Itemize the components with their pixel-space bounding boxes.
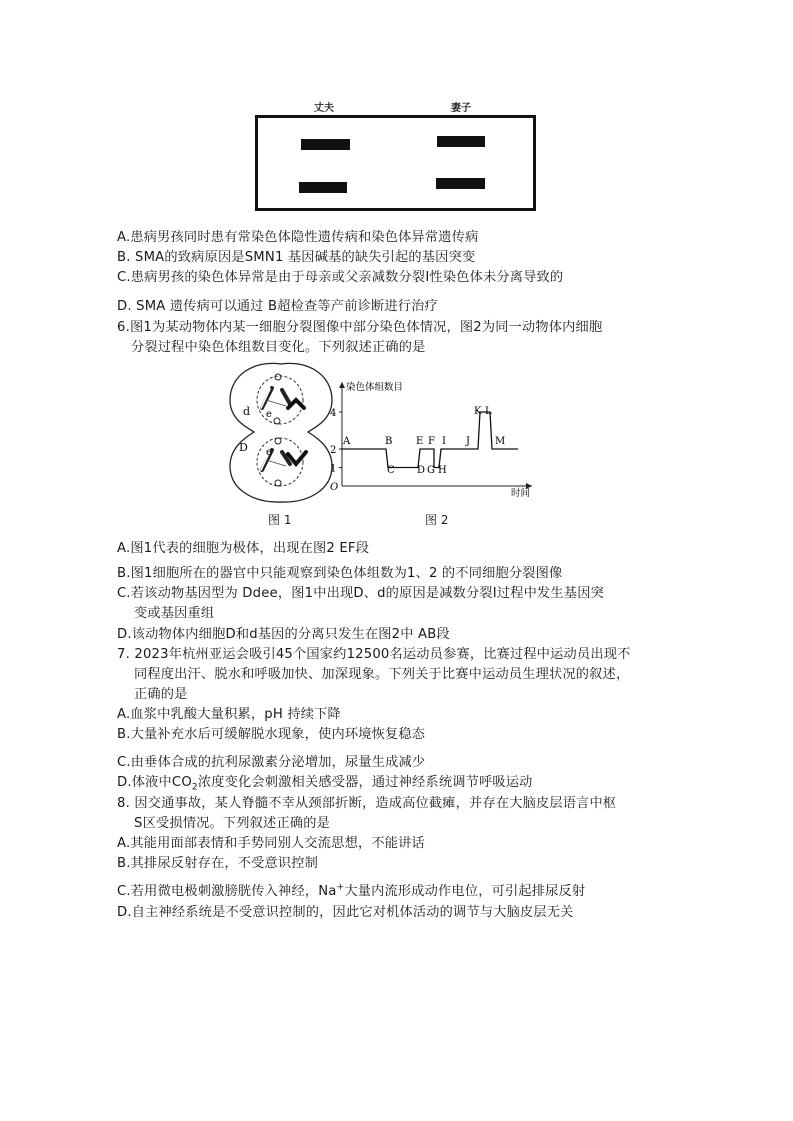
q5-option-b: B. SMA的致病原因是SMN1 基因碱基的缺失引起的基因突变 — [117, 250, 476, 265]
chart-segment-label: D — [417, 465, 426, 476]
q8-option-d: D.自主神经系统是不受意识控制的，因此它对机体活动的调节与大脑皮层无关 — [117, 905, 574, 920]
q5-option-d: D. SMA 遗传病可以通过 B超检查等产前诊断进行治疗 — [117, 299, 438, 314]
q7-stem-line3: 正确的是 — [134, 687, 188, 702]
figure-2-caption: 图 2 — [425, 513, 449, 527]
fig1-label-d: d — [243, 405, 251, 418]
q6-option-c-cont: 变或基因重组 — [134, 606, 215, 621]
fig1-label-e-top: e — [266, 409, 272, 420]
q8-option-c: C.若用微电极刺激膀胱传入神经，Na+大量内流形成动作电位，可引起排尿反射 — [117, 882, 586, 899]
chart-origin: O — [330, 482, 339, 493]
chart-segment-label: H — [438, 465, 447, 476]
gel-frame — [255, 115, 536, 211]
chart-segment-label: E — [416, 436, 424, 447]
chart-y-tick-label: 4 — [330, 408, 337, 419]
q6-option-a: A.图1代表的细胞为极体，出现在图2 EF段 — [117, 541, 370, 556]
fig1-label-e-bottom: e — [266, 447, 272, 458]
chart-segment-label: K — [474, 406, 482, 417]
q6-stem-line2: 分裂过程中染色体组数目变化。下列叙述正确的是 — [131, 340, 426, 355]
chart-segment-label: C — [387, 465, 395, 476]
chart-segment-label: A — [343, 436, 351, 447]
q8-option-b: B.其排尿反射存在，不受意识控制 — [117, 856, 319, 871]
chart-segment-label: M — [495, 436, 506, 447]
q6-stem-line1: 6.图1为某动物体内某一细胞分裂图像中部分染色体情况，图2为同一动物体内细胞 — [117, 320, 603, 335]
q6-option-d: D.该动物体内细胞D和d基因的分离只发生在图2中 AB段 — [117, 627, 450, 642]
q7-option-a: A.血浆中乳酸大量积累，pH 持续下降 — [117, 707, 341, 722]
gel-band — [436, 178, 485, 189]
q8-option-a: A.其能用面部表情和手势同别人交流思想，不能讲话 — [117, 836, 425, 851]
chart-ylabel: 染色体组数目 — [346, 382, 404, 393]
q5-option-a: A.患病男孩同时患有常染色体隐性遗传病和染色体异常遗传病 — [117, 230, 479, 245]
husband-label: 丈夫 — [314, 103, 334, 114]
gel-band — [437, 136, 485, 147]
chart-y-tick-label: 1 — [330, 463, 337, 475]
gel-band — [301, 139, 350, 150]
q8-stem-line2: S区受损情况。下列叙述正确的是 — [134, 816, 330, 831]
q7-option-c: C.由垂体合成的抗利尿激素分泌增加，尿量生成减少 — [117, 755, 426, 770]
q7-stem-line2: 同程度出汗、脱水和呼吸加快、加深现象。下列关于比赛中运动员生理状况的叙述， — [134, 667, 630, 682]
chart-segment-label: I — [442, 436, 446, 447]
chart-segment-label: B — [385, 436, 393, 447]
q7-option-d: D.体液中$CO_2$浓度变化会刺激相关感受器，通过神经系统调节呼吸运动 — [117, 775, 533, 793]
chart-segment-label: J — [466, 436, 471, 447]
q7-stem-line1: 7. 2023年杭州亚运会吸引45个国家约12500名运动员参赛，比赛过程中运动员出现不 — [117, 647, 631, 662]
wife-label: 妻子 — [451, 103, 471, 114]
figure-1-caption: 图 1 — [268, 513, 292, 527]
q8-stem-line1: 8. 因交通事故，某人脊髓不幸从颈部折断，造成高位截瘫，并存在大脑皮层语言中枢 — [117, 796, 617, 811]
fig1-label-D: D — [239, 441, 248, 454]
q6-option-c: C.若该动物基因型为 Ddee，图1中出现D、d的原因是减数分裂Ⅰ过程中发生基因突 — [117, 586, 604, 601]
chart-xlabel: 时间 — [511, 488, 531, 499]
chart-segment-label: L — [485, 406, 492, 417]
chart-segment-label: G — [427, 465, 435, 476]
chart-y-tick-label: 2 — [330, 445, 337, 456]
q6-option-b: B.图1细胞所在的器官中只能观察到染色体组数为1、2 的不同细胞分裂图像 — [117, 566, 563, 581]
q5-option-c: C.患病男孩的染色体异常是由于母亲或父亲减数分裂Ⅰ性染色体未分离导致的 — [117, 270, 564, 285]
q7-option-b: B.大量补充水后可缓解脱水现象，使内环境恢复稳态 — [117, 727, 426, 742]
gel-band — [299, 182, 347, 193]
figure-2-chart — [318, 378, 538, 502]
chart-segment-label: F — [428, 436, 435, 447]
